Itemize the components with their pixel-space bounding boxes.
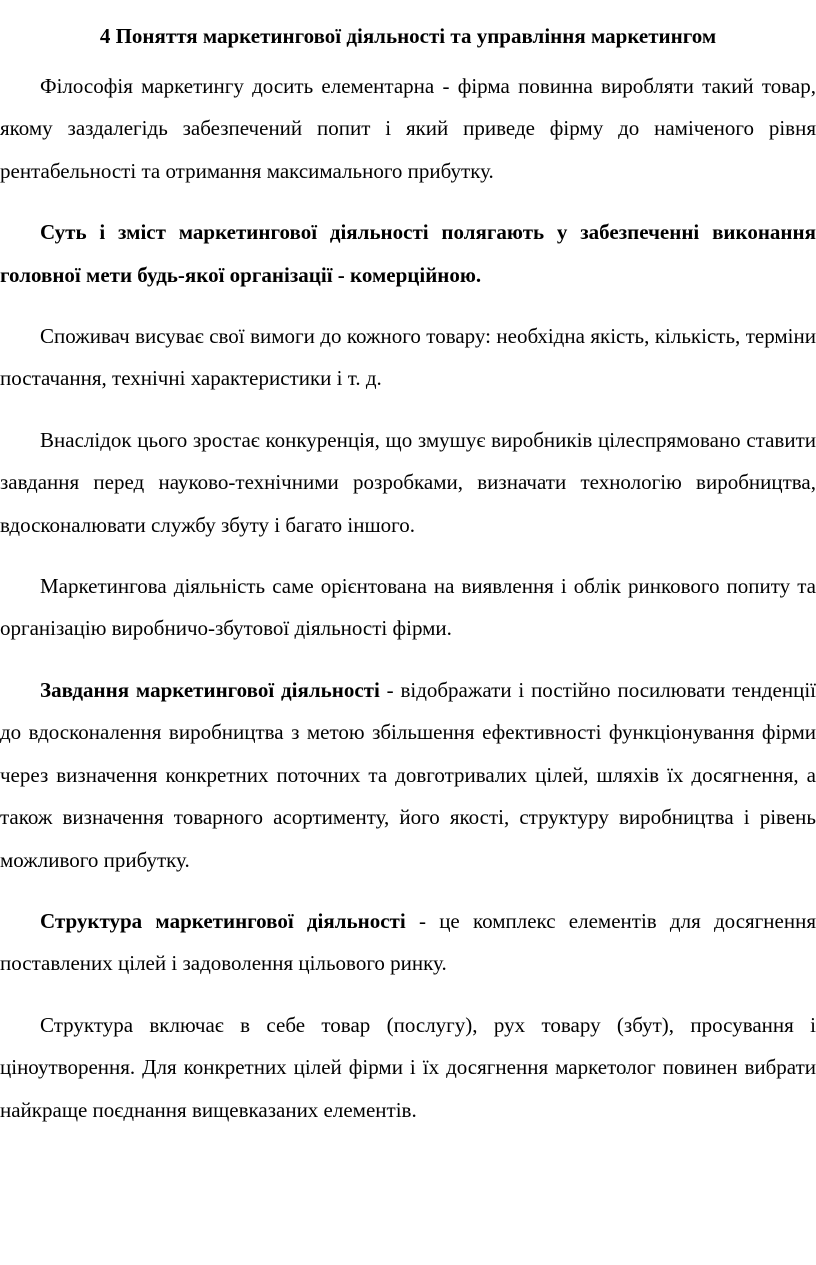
term-structure: Структура маркетингової діяльності: [40, 908, 406, 933]
paragraph-tasks: [0, 669, 816, 881]
term-tasks: Завдання маркетингової діяльності: [40, 677, 380, 702]
paragraph-essence: Суть і зміст маркетингової діяльності полягають у забезпеченні виконання головної мети будь-якої організації - комерційною.: [0, 220, 816, 287]
paragraph-orientation: Маркетингова діяльність саме орієнтована на виявлення і облік ринкового попиту та організацію виробничо-збутової діяльності фірми.: [0, 574, 816, 641]
paragraph-philosophy: Філософія маркетингу досить елементарна - фірма повинна виробляти такий товар, якому заздалегідь забезпечений попит і який приведе фірму до наміченого рівня рентабельності та отримання максимального прибутку.: [0, 74, 816, 183]
paragraph-structure-elements: Структура включає в себе товар (послугу), рух товару (збут), просування і ціноутворення. Для конкретних цілей фірми і їх досягнення маркетолог повинен вибрати найкраще поєднання вищевказаних елементів.: [0, 1012, 816, 1122]
paragraph-consumer: Споживач висуває свої вимоги до кожного товару: необхідна якість, кількість, терміни постачання, технічні характеристики і т. д.: [0, 324, 816, 391]
paragraph-structure: [0, 900, 816, 985]
definition-structure: - це комплекс елементів для досягнення поставлених цілей і задоволення цільового ринку.: [0, 908, 816, 976]
paragraph-competition: Внаслідок цього зростає конкуренція, що змушує виробників цілеспрямовано ставити завдання перед науково-технічними розробками, визначати технологію виробництва, вдосконалювати службу збуту і багато іншого.: [0, 427, 816, 537]
section-heading: 4 Поняття маркетингової діяльності та управління маркетингом: [99, 24, 717, 48]
definition-tasks: - відображати і постійно посилювати тенденції до вдосконалення виробництва з метою збільшення ефективності функціонування фірми через визначення конкретних поточних та довготривалих цілей, шляхів їх досягнення, а також визначення товарного асортименту, його якості, структуру виробництва і рівень можливого прибутку.: [0, 677, 816, 872]
